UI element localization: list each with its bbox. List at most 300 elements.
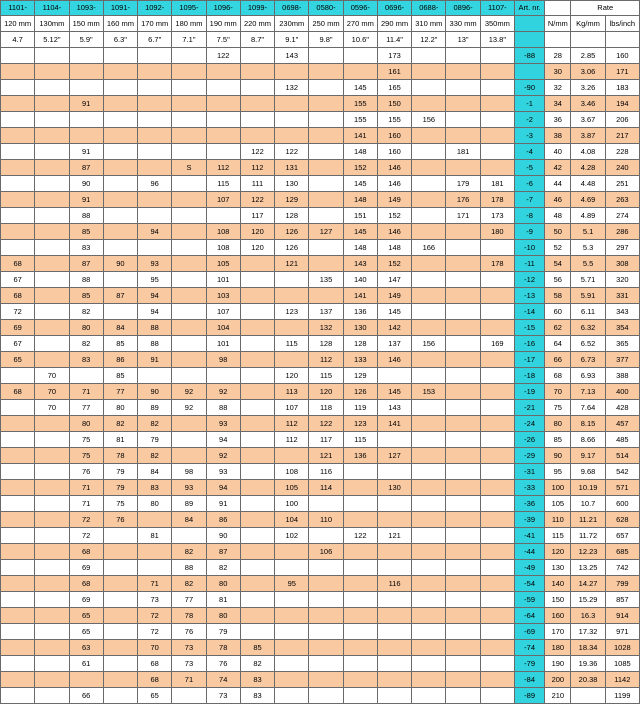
rate-nmm-cell: 40 (545, 144, 571, 160)
table-cell: 80 (206, 608, 240, 624)
table-row (1, 368, 640, 384)
table-cell: 173 (480, 208, 514, 224)
table-cell (412, 528, 446, 544)
table-cell (446, 160, 480, 176)
rate-nmm-cell: 100 (545, 480, 571, 496)
table-cell (35, 320, 69, 336)
art-nr-cell: -41 (514, 528, 544, 544)
table-cell: 91 (69, 192, 103, 208)
table-cell (480, 512, 514, 528)
size-mm-header: 180 mm (172, 16, 206, 32)
table-cell: 78 (206, 640, 240, 656)
rate-lbs-cell: 457 (605, 416, 639, 432)
table-cell: 65 (69, 624, 103, 640)
table-cell: 90 (138, 384, 172, 400)
table-cell (446, 224, 480, 240)
rate-lbs-cell: 160 (605, 48, 639, 64)
spring-code-header: 1101- (1, 1, 35, 16)
spring-code-header: 1093- (69, 1, 103, 16)
table-cell: 70 (138, 640, 172, 656)
table-cell (172, 144, 206, 160)
spring-code-header: 0896- (446, 1, 480, 16)
table-cell: 122 (206, 48, 240, 64)
table-cell (240, 448, 274, 464)
table-cell (275, 352, 309, 368)
table-cell: 88 (172, 560, 206, 576)
rate-kgmm-cell: 9.17 (571, 448, 605, 464)
spring-code-header: 0696- (377, 1, 411, 16)
table-cell (446, 400, 480, 416)
table-cell (377, 608, 411, 624)
table-cell (446, 592, 480, 608)
table-cell: 95 (275, 576, 309, 592)
table-row (1, 320, 640, 336)
table-cell (172, 64, 206, 80)
table-cell (446, 304, 480, 320)
rate-nmm-cell: 80 (545, 416, 571, 432)
size-mm-header: 130mm (35, 16, 69, 32)
art-nr-cell (514, 64, 544, 80)
table-cell (446, 528, 480, 544)
table-row (1, 336, 640, 352)
table-cell (412, 432, 446, 448)
table-cell: 75 (69, 448, 103, 464)
rate-kgmm-cell: 6.11 (571, 304, 605, 320)
table-cell: 91 (69, 144, 103, 160)
table-cell (1, 144, 35, 160)
table-cell (240, 112, 274, 128)
table-cell: 94 (138, 224, 172, 240)
table-cell: 123 (343, 416, 377, 432)
table-cell (172, 48, 206, 64)
spring-code-header: 1104- (35, 1, 69, 16)
table-cell: 171 (446, 208, 480, 224)
table-cell: 121 (377, 528, 411, 544)
table-cell: 63 (69, 640, 103, 656)
table-cell: 103 (206, 288, 240, 304)
table-cell (103, 272, 137, 288)
rate-kgmm-cell: 5.1 (571, 224, 605, 240)
table-cell (446, 112, 480, 128)
rate-lbs-cell: 251 (605, 176, 639, 192)
table-cell (138, 544, 172, 560)
table-cell (138, 64, 172, 80)
table-cell: 141 (377, 416, 411, 432)
table-cell: 87 (69, 256, 103, 272)
table-cell: 94 (206, 480, 240, 496)
table-cell (1, 544, 35, 560)
table-cell (412, 304, 446, 320)
table-row (1, 256, 640, 272)
table-cell (206, 80, 240, 96)
table-cell: 136 (343, 448, 377, 464)
table-cell: 79 (103, 480, 137, 496)
table-cell (446, 656, 480, 672)
table-cell: 94 (138, 304, 172, 320)
size-inch-header: 7.1" (172, 32, 206, 48)
table-cell: 101 (206, 336, 240, 352)
table-cell: 140 (343, 272, 377, 288)
spring-code-header: 0596- (343, 1, 377, 16)
table-cell: 141 (343, 288, 377, 304)
table-cell (343, 576, 377, 592)
table-cell (35, 432, 69, 448)
table-cell: 156 (412, 112, 446, 128)
table-cell (446, 272, 480, 288)
art-nr-cell: -19 (514, 384, 544, 400)
table-cell (480, 160, 514, 176)
rate-kgmm-cell: 7.13 (571, 384, 605, 400)
table-cell: 61 (69, 656, 103, 672)
table-cell (35, 640, 69, 656)
table-cell (343, 512, 377, 528)
rate-lbs-cell: 365 (605, 336, 639, 352)
rate-kgmm-cell: 3.67 (571, 112, 605, 128)
table-cell: 87 (206, 544, 240, 560)
rate-kgmm-cell: 2.85 (571, 48, 605, 64)
table-cell (480, 368, 514, 384)
table-cell: 68 (138, 672, 172, 688)
rate-nmm-cell: 60 (545, 304, 571, 320)
rate-lbs-cell: 297 (605, 240, 639, 256)
table-cell (446, 688, 480, 704)
table-cell (69, 368, 103, 384)
table-cell: 131 (275, 160, 309, 176)
table-cell (446, 432, 480, 448)
table-cell (275, 640, 309, 656)
table-cell: 75 (69, 432, 103, 448)
table-cell: 94 (206, 432, 240, 448)
table-cell: 79 (138, 432, 172, 448)
table-row (1, 416, 640, 432)
table-cell (412, 656, 446, 672)
table-cell (172, 320, 206, 336)
table-cell: 106 (309, 544, 343, 560)
table-cell (377, 656, 411, 672)
table-cell: 89 (172, 496, 206, 512)
table-cell (206, 112, 240, 128)
table-cell: 122 (240, 192, 274, 208)
table-row (1, 448, 640, 464)
rate-lbs-cell: 799 (605, 576, 639, 592)
table-cell: 143 (377, 400, 411, 416)
table-cell (446, 64, 480, 80)
table-cell (35, 176, 69, 192)
table-cell (446, 496, 480, 512)
table-cell: 102 (275, 528, 309, 544)
table-cell: 179 (446, 176, 480, 192)
table-cell: 72 (69, 512, 103, 528)
rate-nmm-cell: 32 (545, 80, 571, 96)
table-cell (138, 368, 172, 384)
table-cell: 78 (103, 448, 137, 464)
rate-kgmm-cell: 5.91 (571, 288, 605, 304)
table-cell (103, 192, 137, 208)
rate-kgmm-cell: 3.06 (571, 64, 605, 80)
rate-kgmm-cell: 8.66 (571, 432, 605, 448)
table-cell: 73 (172, 640, 206, 656)
table-cell: 76 (103, 512, 137, 528)
rate-kgmm-cell: 9.68 (571, 464, 605, 480)
table-cell (309, 176, 343, 192)
table-cell (1, 400, 35, 416)
table-cell: 126 (275, 224, 309, 240)
table-cell (343, 672, 377, 688)
table-cell (1, 672, 35, 688)
table-cell: 150 (377, 96, 411, 112)
rate-kgmm-cell: 6.32 (571, 320, 605, 336)
table-cell (480, 432, 514, 448)
table-cell: 80 (138, 496, 172, 512)
table-cell: 146 (377, 176, 411, 192)
table-cell (446, 288, 480, 304)
table-cell (275, 592, 309, 608)
rate-lbs-cell: 857 (605, 592, 639, 608)
rate-kgmm-cell: 19.36 (571, 656, 605, 672)
table-cell: 91 (138, 352, 172, 368)
art-nr-header: Art. nr. (514, 1, 544, 16)
size-inch-header: 12.2" (412, 32, 446, 48)
table-cell: 136 (343, 304, 377, 320)
table-cell: 129 (343, 368, 377, 384)
table-cell: 178 (480, 256, 514, 272)
table-cell (172, 128, 206, 144)
table-cell (103, 304, 137, 320)
table-cell: 71 (69, 480, 103, 496)
table-cell (172, 208, 206, 224)
table-cell (446, 480, 480, 496)
table-cell (343, 608, 377, 624)
table-cell: 93 (172, 480, 206, 496)
table-cell: 73 (138, 592, 172, 608)
table-row (1, 208, 640, 224)
table-cell: 92 (172, 384, 206, 400)
art-nr-cell: -7 (514, 192, 544, 208)
table-row (1, 112, 640, 128)
art-nr-cell: -26 (514, 432, 544, 448)
table-cell (446, 128, 480, 144)
rate-lbs-cell: 217 (605, 128, 639, 144)
header-blank (545, 1, 571, 16)
table-cell: 141 (343, 128, 377, 144)
rate-lbs-cell: 240 (605, 160, 639, 176)
table-row (1, 80, 640, 96)
table-cell (240, 96, 274, 112)
rate-nmm-cell: 30 (545, 64, 571, 80)
table-cell (275, 128, 309, 144)
table-cell (240, 576, 274, 592)
size-inch-header: 13.8" (480, 32, 514, 48)
table-cell (309, 192, 343, 208)
table-cell: 105 (275, 480, 309, 496)
spring-code-header: 0698- (275, 1, 309, 16)
table-cell (1, 480, 35, 496)
table-cell (1, 416, 35, 432)
table-cell (1, 576, 35, 592)
table-cell (35, 144, 69, 160)
rate-nmm-cell: 105 (545, 496, 571, 512)
art-nr-cell: -9 (514, 224, 544, 240)
table-cell (446, 544, 480, 560)
table-cell (412, 608, 446, 624)
table-cell (1, 112, 35, 128)
table-cell: 112 (275, 432, 309, 448)
table-cell (412, 560, 446, 576)
table-cell: 83 (240, 688, 274, 704)
art-nr-cell: -59 (514, 592, 544, 608)
table-cell (343, 48, 377, 64)
rate-lbs-cell: 377 (605, 352, 639, 368)
table-cell (1, 176, 35, 192)
table-cell (446, 336, 480, 352)
rate-nmm-cell: 28 (545, 48, 571, 64)
rate-kgmm-cell: 4.89 (571, 208, 605, 224)
table-cell: 152 (377, 256, 411, 272)
table-cell (1, 560, 35, 576)
art-nr-cell: -69 (514, 624, 544, 640)
table-cell (412, 512, 446, 528)
size-mm-header: 220 mm (240, 16, 274, 32)
table-cell (172, 336, 206, 352)
rate-nmm-cell: 95 (545, 464, 571, 480)
table-cell: 120 (309, 384, 343, 400)
art-nr-cell: -10 (514, 240, 544, 256)
table-cell: 74 (206, 672, 240, 688)
table-row (1, 64, 640, 80)
table-cell (480, 96, 514, 112)
art-nr-cell: -21 (514, 400, 544, 416)
table-cell: 80 (206, 576, 240, 592)
rate-nmm-cell: 90 (545, 448, 571, 464)
table-row (1, 288, 640, 304)
art-nr-cell: -6 (514, 176, 544, 192)
table-cell: 92 (206, 384, 240, 400)
table-cell (412, 320, 446, 336)
table-cell (377, 688, 411, 704)
table-cell (1, 224, 35, 240)
rate-lbs-cell: 206 (605, 112, 639, 128)
table-cell: 108 (206, 240, 240, 256)
table-cell (103, 144, 137, 160)
size-mm-header: 230mm (275, 16, 309, 32)
table-cell (377, 592, 411, 608)
table-cell (1, 80, 35, 96)
table-cell (206, 368, 240, 384)
table-cell (480, 400, 514, 416)
table-cell: 105 (206, 256, 240, 272)
table-cell: 104 (275, 512, 309, 528)
size-inch-header: 6.3" (103, 32, 137, 48)
table-cell: 115 (275, 336, 309, 352)
table-cell (35, 112, 69, 128)
table-cell: 85 (103, 336, 137, 352)
table-cell: 114 (309, 480, 343, 496)
table-cell: 169 (480, 336, 514, 352)
table-cell (377, 464, 411, 480)
table-cell: 86 (206, 512, 240, 528)
art-nr-cell: -79 (514, 656, 544, 672)
table-cell: 85 (69, 224, 103, 240)
table-cell (172, 448, 206, 464)
table-cell (1, 688, 35, 704)
table-cell (412, 544, 446, 560)
table-cell: 69 (69, 592, 103, 608)
spring-code-header: 1107- (480, 1, 514, 16)
table-cell: 84 (103, 320, 137, 336)
size-mm-header: 170 mm (138, 16, 172, 32)
table-cell (446, 416, 480, 432)
table-cell (412, 400, 446, 416)
table-cell (1, 48, 35, 64)
rate-lbs-cell: 485 (605, 432, 639, 448)
size-mm-header: 270 mm (343, 16, 377, 32)
spring-code-header: 1099- (240, 1, 274, 16)
rate-lbs-cell: 286 (605, 224, 639, 240)
table-cell (172, 352, 206, 368)
rate-lbs-cell: 343 (605, 304, 639, 320)
table-cell (1, 96, 35, 112)
table-cell: 120 (275, 368, 309, 384)
table-cell (480, 352, 514, 368)
table-cell (412, 224, 446, 240)
art-nr-cell: -3 (514, 128, 544, 144)
table-cell (35, 416, 69, 432)
rate-nmm-cell: 115 (545, 528, 571, 544)
table-cell: 120 (240, 240, 274, 256)
table-row (1, 640, 640, 656)
table-cell (309, 240, 343, 256)
table-row (1, 144, 640, 160)
rate-lbs-cell: 600 (605, 496, 639, 512)
table-cell (138, 240, 172, 256)
table-cell: 145 (377, 384, 411, 400)
table-cell (480, 608, 514, 624)
rate-nmm-cell: 46 (545, 192, 571, 208)
table-cell: 88 (69, 208, 103, 224)
table-cell: 76 (206, 656, 240, 672)
table-cell: 82 (138, 448, 172, 464)
table-cell (480, 48, 514, 64)
table-cell: 86 (103, 352, 137, 368)
table-cell: 91 (206, 496, 240, 512)
table-cell (35, 160, 69, 176)
rate-kgmm-cell: 6.52 (571, 336, 605, 352)
table-cell (275, 112, 309, 128)
table-cell: 130 (343, 320, 377, 336)
header-codes-row (1, 1, 640, 16)
rate-lbs-cell: 194 (605, 96, 639, 112)
table-cell (35, 224, 69, 240)
table-cell (240, 64, 274, 80)
table-cell (275, 560, 309, 576)
rate-lbs-cell: 388 (605, 368, 639, 384)
table-cell (446, 640, 480, 656)
table-cell (138, 112, 172, 128)
rate-kgmm-cell: 5.5 (571, 256, 605, 272)
table-cell (480, 464, 514, 480)
table-cell (1, 512, 35, 528)
art-nr-cell: -5 (514, 160, 544, 176)
table-cell: 82 (172, 544, 206, 560)
rate-kgmm-cell: 3.26 (571, 80, 605, 96)
table-cell (309, 656, 343, 672)
size-inch-header: 5.12" (35, 32, 69, 48)
table-cell: 152 (343, 160, 377, 176)
table-cell (480, 640, 514, 656)
table-cell: 127 (377, 448, 411, 464)
table-cell (35, 272, 69, 288)
table-cell (446, 512, 480, 528)
